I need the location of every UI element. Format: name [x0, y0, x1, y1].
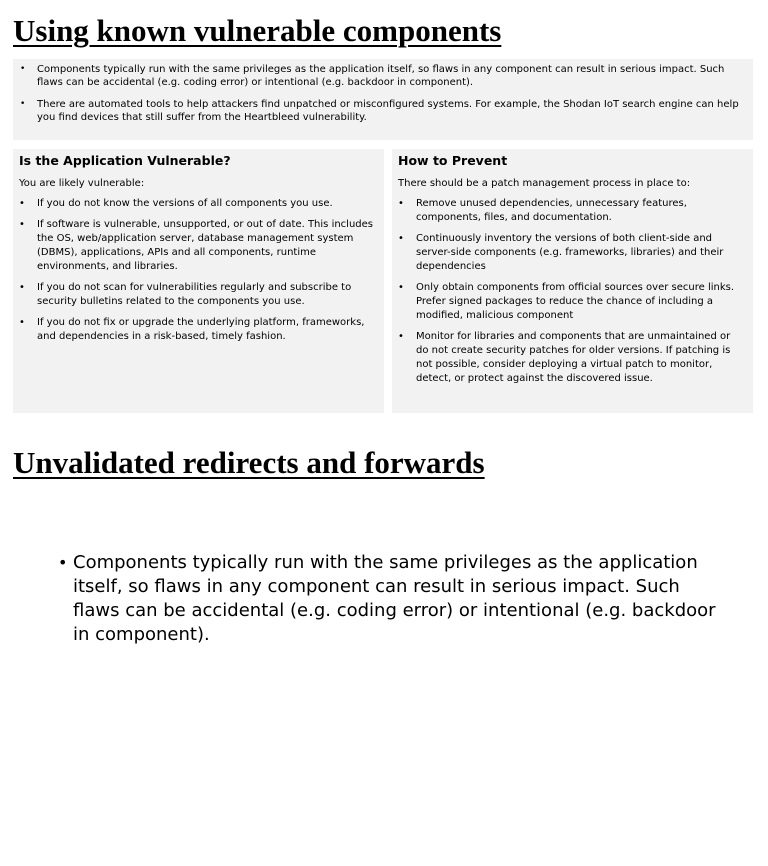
list-item: • If you do not scan for vulnerabilities regularly and subscribe to security bulletins related to the components you use. [19, 281, 376, 309]
vulnerable-panel [13, 149, 384, 413]
panel-heading: Is the Application Vulnerable? [19, 153, 231, 168]
list-item: • Continuously inventory the versions of both client-side and server-side components (e.g. frameworks, libraries) and their dependencies [398, 232, 745, 274]
intro-list [19, 63, 743, 124]
list-item: • Components typically run with the same privileges as the application itself, so flaws in any component can result in serious impact. Such flaws can be accidental (e.g. coding error) or intentional (e.g. backdoor in component). [19, 63, 743, 89]
vulnerable-list [19, 197, 376, 344]
panel-lead: You are likely vulnerable: [19, 178, 145, 189]
list-item: • Remove unused dependencies, unnecessary features, components, files, and documentation. [398, 197, 745, 225]
section-title: Using known vulnerable components [13, 13, 502, 48]
section-title: Unvalidated redirects and forwards [13, 445, 485, 480]
list-item: • Monitor for libraries and components that are unmaintained or do not create security patches for older versions. If patching is not possible, consider deploying a virtual patch to monitor, detect, or protect against the discovered issue. [398, 330, 745, 386]
panel-heading: How to Prevent [398, 153, 508, 168]
list-item: • If you do not fix or upgrade the underlying platform, frameworks, and dependencies in a risk-based, timely fashion. [19, 316, 376, 344]
list-item: • Components typically run with the same privileges as the application itself, so flaws in any component can result in serious impact. Such flaws can be accidental (e.g. coding error) or intentional (e.g. backdoor in component). [58, 551, 718, 647]
list-item: • If software is vulnerable, unsupported, or out of date. This includes the OS, web/application server, database management system (DBMS), applications, APIs and all components, runtime environments, and libraries. [19, 218, 376, 274]
prevent-panel [392, 149, 753, 413]
slide-bullet-list [58, 551, 718, 647]
list-item: • Only obtain components from official sources over secure links. Prefer signed packages to reduce the chance of including a modified, malicious component [398, 281, 745, 323]
prevent-list [398, 197, 745, 386]
panel-lead: There should be a patch management process in place to: [398, 178, 691, 189]
list-item: • There are automated tools to help attackers find unpatched or misconfigured systems. For example, the Shodan IoT search engine can help you find devices that still suffer from the Heartbleed vulnerability. [19, 98, 743, 124]
intro-panel [13, 59, 753, 140]
list-item: • If you do not know the versions of all components you use. [19, 197, 376, 211]
